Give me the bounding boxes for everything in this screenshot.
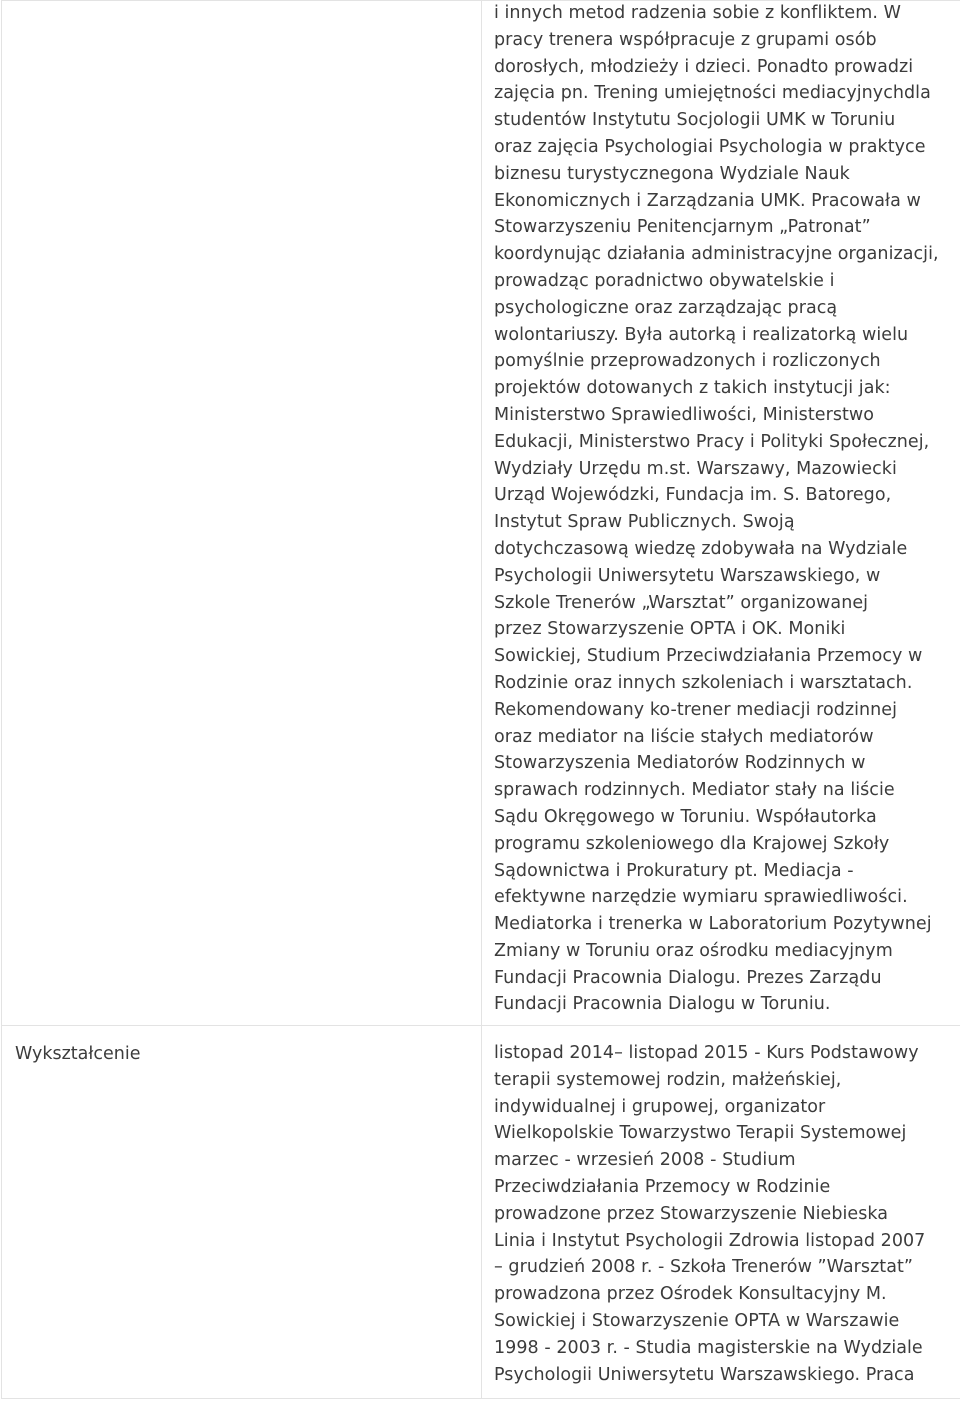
value-cell-education [482,1026,960,1399]
education-label: Wykształcenie [15,1044,141,1064]
label-cell-education [2,1026,482,1399]
label-cell-empty [2,1,482,1026]
bio-text: i innych metod radzenia sobie z konfliktem. W pracy trenera współpracuje z grupami osób dorosłych, młodzieży i dzieci. Ponadto prowadzi zajęcia pn. Trening umiejętności mediacyjnychdla studentów Instytutu Socjologii UMK w Toruniu oraz zajęcia Psychologiai Psychologia w praktyce biznesu turystycznegona Wydziale Nauk Ekonomicznych i Zarządzania UMK. Pracowała w Stowarzyszeniu Penitencjarnym „Patronat” koordynując działania administracyjne organizacji, prowadząc poradnictwo obywatelskie i psychologiczne oraz zarządzając pracą wolontariuszy. Była autorką i realizatorką wielu pomyślnie przeprowadzonych i rozliczonych projektów dotowanych z takich instytucji jak: Ministerstwo Sprawiedliwości, Ministerstwo Edukacji, Ministerstwo Pracy i Polityki Społecznej, Wydziały Urzędu m.st. Warszawy, Mazowiecki Urząd Wojewódzki, Fundacja im. S. Batorego, Instytut Spraw Publicznych. Swoją dotychczasową wiedzę zdobywała na Wydziale Psychologii Uniwersytetu Warszawskiego, w Szkole Trenerów „Warsztat” organizowanej przez Stowarzyszenie OPTA i OK. Moniki Sowickiej, Studium Przeciwdziałania Przemocy w Rodzinie oraz innych szkoleniach i warsztatach. Rekomendowany ko-trener mediacji rodzinnej oraz mediator na liście stałych mediatorów Stowarzyszenia Mediatorów Rodzinnych w sprawach rodzinnych. Mediator stały na liście Sądu Okręgowego w Toruniu. Współautorka programu szkoleniowego dla Krajowej Szkoły Sądownictwa i Prokuratury pt. Mediacja - efektywne narzędzie wymiaru sprawiedliwości. Mediatorka i trenerka w Laboratorium Pozytywnej Zmiany w Toruniu oraz ośrodku mediacyjnym Fundacji Pracownia Dialogu. Prezes Zarządu Fundacji Pracownia Dialogu w Toruniu. [494,3,939,1015]
education-text: listopad 2014– listopad 2015 - Kurs Podstawowy terapii systemowej rodzin, małżeńskiej, indywidualnej i grupowej, organizator Wielkopolskie Towarzystwo Terapii Systemowej marzec - wrzesień 2008 - Studium Przeciwdziałania Przemocy w Rodzinie prowadzone przez Stowarzyszenie Niebieska Linia i Instytut Psychologii Zdrowia listopad 2007 – grudzień 2008 r. - Szkoła Trenerów ”Warsztat” prowadzona przez Ośrodek Konsultacyjny M. Sowickiej i Stowarzyszenie OPTA w Warszawie 1998 - 2003 r. - Studia magisterskie na Wydziale Psychologii Uniwersytetu Warszawskiego. Praca [494,1043,926,1385]
profile-table [1,0,960,1399]
row-label [2,1,481,16]
table-row-bio [2,1,960,1026]
table-row-education [2,1026,960,1399]
value-cell-bio [482,1,960,1026]
